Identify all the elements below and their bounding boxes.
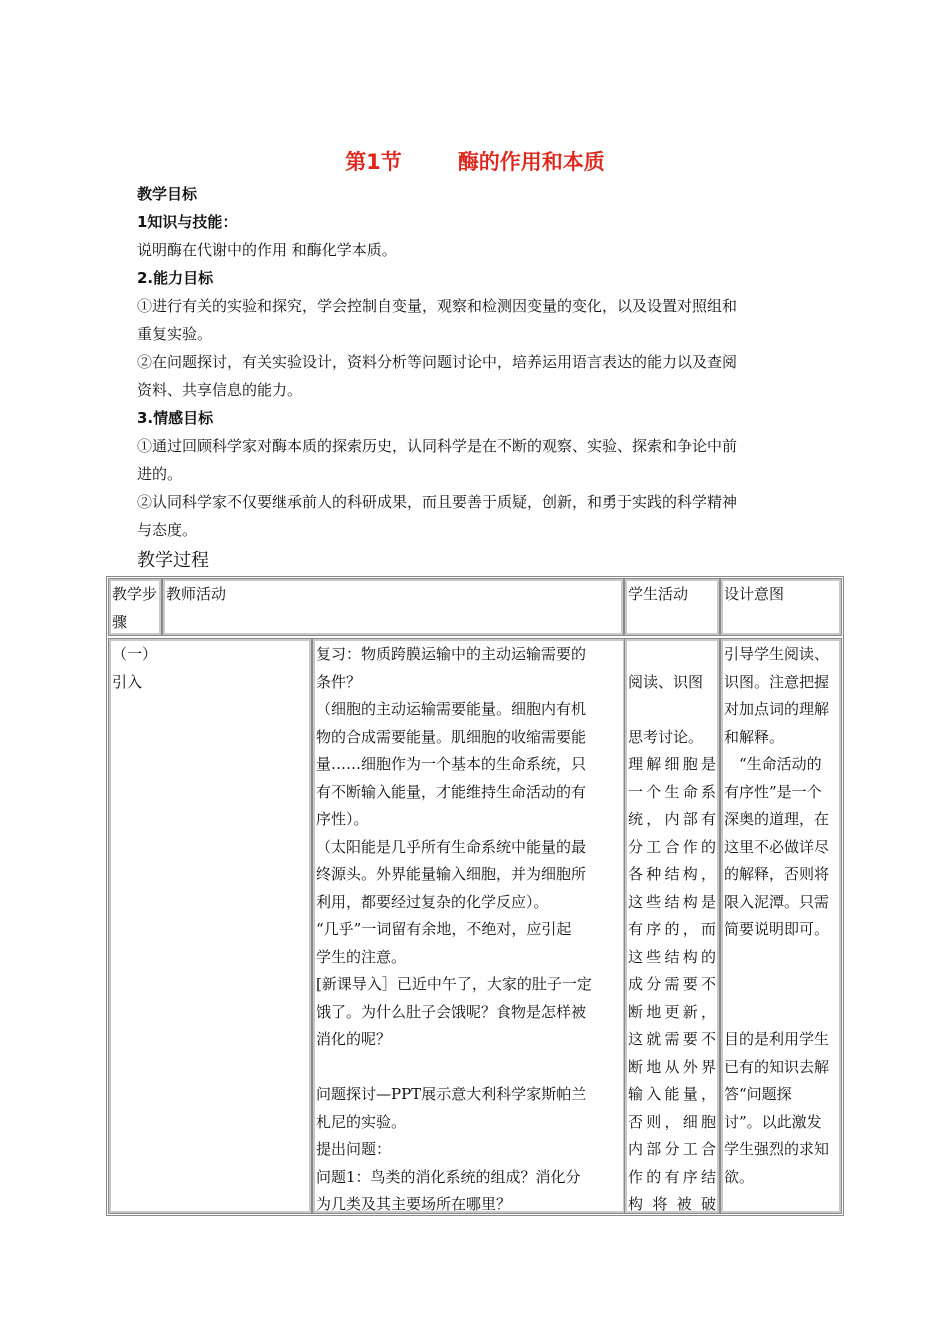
cell-line: 答“问题探 <box>724 1085 792 1103</box>
process-table <box>106 576 844 1216</box>
cell-line: “生命活动的 <box>739 755 822 773</box>
cell-line: 深奥的道理，在 <box>724 810 830 828</box>
cell-line: 欲。 <box>724 1167 755 1186</box>
emotion-2-line-2: 与态度。 <box>137 521 198 539</box>
emotion-1-line-1: ①通过回顾科学家对酶本质的探索历史，认同科学是在不断的观察、实验、探索和争论中前 <box>137 437 738 455</box>
ability-1-line-1: ①进行有关的实验和探究，学会控制自变量，观察和检测因变量的变化，以及设置对照组和 <box>137 297 738 315</box>
header-teacher: 教师活动 <box>163 579 623 635</box>
row1-step: （一） 引入 <box>109 639 311 1213</box>
cell-line: 输入能量， <box>628 1085 716 1103</box>
cell-line: 阅读、识图 <box>628 672 704 691</box>
ability-heading: 2.能力目标 <box>137 269 214 287</box>
cell-line <box>316 1054 622 1082</box>
knowledge-text: 说明酶在代谢中的作用 和酶化学本质。 <box>137 241 397 259</box>
cell-line <box>628 696 716 724</box>
cell-line: （细胞的主动运输需要能量。细胞内有机 <box>316 700 587 718</box>
cell-line: 量……细胞作为一个基本的生命系统，只 <box>316 755 587 773</box>
section-number: 第1节 <box>345 150 402 174</box>
cell-line <box>724 971 838 999</box>
header-student: 学生活动 <box>625 579 719 635</box>
cell-line: 这些结构的 <box>628 947 716 966</box>
cell-line: 这些结构是 <box>628 892 716 911</box>
cell-line: 提出问题： <box>316 1140 392 1158</box>
cell-line: 已有的知识去解 <box>724 1057 830 1076</box>
cell-line: 的解释，否则将 <box>724 865 830 883</box>
cell-line: 成分需要不 <box>628 975 716 993</box>
cell-line: 否则，细胞 <box>628 1112 716 1131</box>
cell-line: 有序的，而 <box>628 920 716 938</box>
cell-line: 内部分工合 <box>628 1140 716 1158</box>
row1-student-activity <box>625 639 719 1213</box>
cell-line: 消化的呢？ <box>316 1030 392 1048</box>
cell-line: （太阳能是几乎所有生命系统中能量的最 <box>316 837 587 856</box>
cell-line: 学生的注意。 <box>316 947 407 966</box>
cell-line: 这里不必做详尽 <box>724 837 830 856</box>
cell-line <box>724 944 838 972</box>
cell-line: 序性）。 <box>316 810 369 828</box>
cell-line: 各种结构， <box>628 865 716 883</box>
cell-line: “几乎”一词留有余地，不绝对，应引起 <box>316 920 572 938</box>
ability-2-line-2: 资料、共享信息的能力。 <box>137 381 303 399</box>
cell-line: 思考讨论。 <box>628 727 704 746</box>
cell-line: 利用，都要经过复杂的化学反应）。 <box>316 892 549 911</box>
process-heading: 教学过程 <box>137 550 209 571</box>
ability-2-line-1: ②在问题探讨，有关实验设计，资料分析等问题讨论中，培养运用语言表达的能力以及查阅 <box>137 353 738 371</box>
emotion-1-line-2: 进的。 <box>137 465 183 483</box>
cell-line: 条件？ <box>316 672 362 691</box>
cell-line: 饿了。为什么肚子会饿呢？食物是怎样被 <box>316 1002 587 1021</box>
cell-line: 复习：物质跨膜运输中的主动运输需要的 <box>316 645 587 663</box>
cell-line: 分工合作的 <box>628 837 716 856</box>
cell-line: 对加点词的理解 <box>724 700 830 718</box>
cell-line: 构将被破 <box>628 1195 716 1213</box>
ability-1-line-2: 重复实验。 <box>137 325 213 343</box>
header-design: 设计意图 <box>721 579 841 635</box>
page-title <box>0 146 950 176</box>
section-topic: 酶的作用和本质 <box>457 150 605 174</box>
cell-line: 有序性”是一个 <box>724 782 822 801</box>
cell-line: 问题探讨—PPT展示意大利科学家斯帕兰 <box>316 1085 587 1103</box>
knowledge-heading: 1知识与技能： <box>137 213 238 231</box>
cell-line: 物的合成需要能量。肌细胞的收缩需要能 <box>316 727 587 746</box>
cell-line: 识图。注意把握 <box>724 672 830 691</box>
cell-line: 简要说明即可。 <box>724 920 830 938</box>
cell-line: 学生强烈的求知 <box>724 1140 830 1158</box>
cell-line: 讨”。以此激发 <box>724 1112 822 1131</box>
cell-line: 理解细胞是 <box>628 755 716 773</box>
cell-line: 断地更新， <box>628 1002 716 1021</box>
cell-line: 限入泥潭。只需 <box>724 892 830 911</box>
cell-line <box>724 999 838 1027</box>
cell-line: 和解释。 <box>724 727 785 746</box>
cell-line: 这就需要不 <box>628 1030 716 1048</box>
cell-line: 为几类及其主要场所在哪里？ <box>316 1195 512 1213</box>
emotion-2-line-1: ②认同科学家不仅要继承前人的科研成果，而且要善于质疑，创新，和勇于实践的科学精神 <box>137 493 738 511</box>
row1-teacher-activity <box>313 639 625 1213</box>
objectives-section <box>137 180 817 576</box>
cell-line <box>628 641 716 669</box>
cell-line: 终源头。外界能量输入细胞，并为细胞所 <box>316 865 587 883</box>
objectives-heading: 教学目标 <box>137 185 198 203</box>
cell-line: 札尼的实验。 <box>316 1112 407 1131</box>
cell-line: 问题1：鸟类的消化系统的组成？消化分 <box>316 1167 581 1186</box>
cell-line: 有不断输入能量，才能维持生命活动的有 <box>316 782 587 801</box>
cell-line: 作的有序结 <box>628 1167 716 1186</box>
cell-line: 目的是利用学生 <box>724 1030 830 1048</box>
cell-line: 一个生命系 <box>628 782 716 801</box>
cell-line: 统，内部有 <box>628 810 716 828</box>
cell-line: 断地从外界 <box>628 1057 716 1076</box>
header-step: 教学步 骤 <box>109 579 161 635</box>
row1-design-intent <box>721 639 841 1213</box>
cell-line: 引导学生阅读、 <box>724 645 830 663</box>
cell-line: [新课导入］已近中午了，大家的肚子一定 <box>316 975 592 993</box>
emotion-heading: 3.情感目标 <box>137 409 214 427</box>
